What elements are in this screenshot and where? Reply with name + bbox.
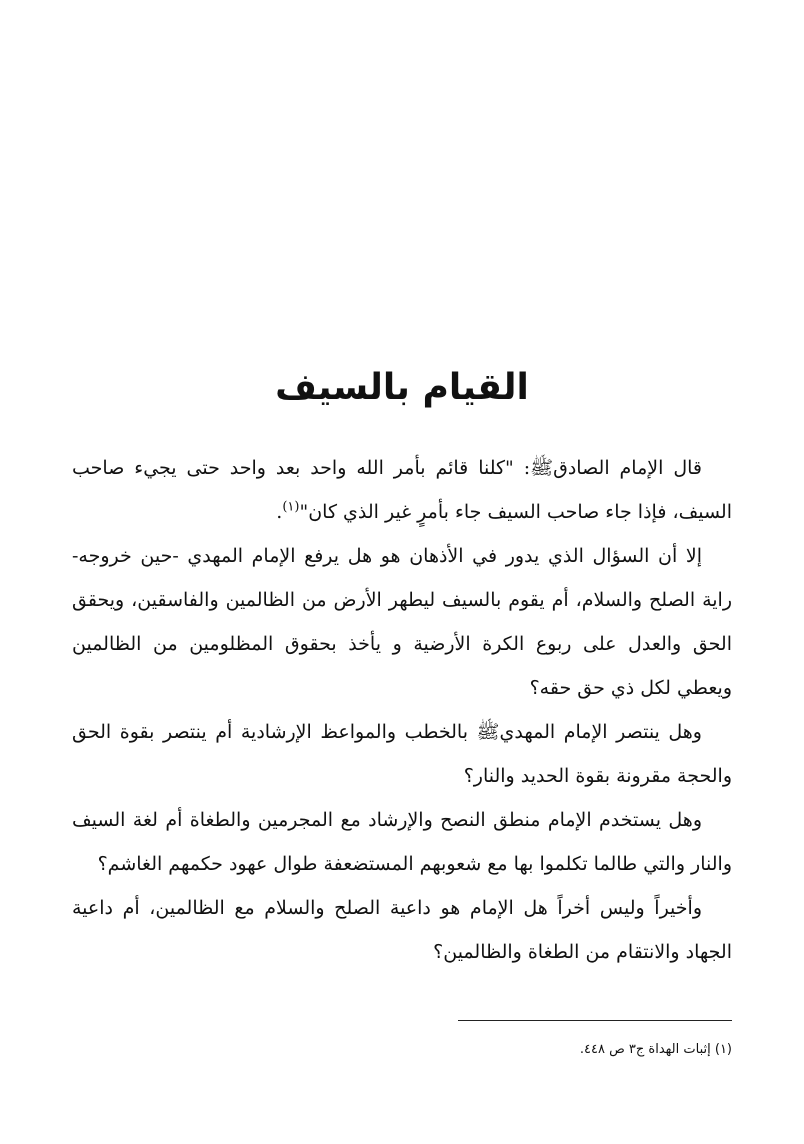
footnote: (١) إثبات الهداة ج٣ ص ٤٤٨. xyxy=(579,1042,732,1057)
paragraph-4: وهل يستخدم الإمام منطق النصح والإرشاد مع المجرمين والطغاة أم لغة السيف والنار والتي طالما تكلموا بها مع شعوبهم المستضعفة طوال عهود حكمهم الغاشم؟ xyxy=(72,809,732,875)
paragraph-1-text: قال الإمام الصادق‏ﷺ: "كلنا قائم بأمر الله واحد بعد واحد حتى يجيء صاحب السيف، فإذا جاء صاحب السيف جاء بأمرٍ غير الذي كان" xyxy=(72,457,732,523)
paragraph-1-end: . xyxy=(276,501,283,523)
paragraph-2: إلا أن السؤال الذي يدور في الأذهان هو هل يرفع الإمام المهدي -حين خروجه- راية الصلح والسلام، أم يقوم بالسيف ليطهر الأرض من الظالمين والفاسقين، ويحقق الحق والعدل على ربوع الكرة الأرضية و يأخذ بحقوق المظلومين من الظالمين ويعطي لكل ذي حق حقه؟ xyxy=(72,545,732,699)
chapter-title: القيام بالسيف xyxy=(275,367,529,408)
body-text xyxy=(72,446,732,974)
paragraph-3: وهل ينتصر الإمام المهدي‏ﷺ بالخطب والمواعظ الإرشادية أم ينتصر بقوة الحق والحجة مقرونة بقوة الحديد والنار؟ xyxy=(72,721,732,787)
footnote-marker[interactable]: (١) xyxy=(282,499,300,515)
footnote-divider xyxy=(458,1020,732,1021)
paragraph-5: وأخيراً وليس أخراً هل الإمام هو داعية الصلح والسلام مع الظالمين، أم داعية الجهاد والانتقام من الطغاة والظالمين؟ xyxy=(72,897,732,963)
paragraph-1 xyxy=(72,446,732,534)
